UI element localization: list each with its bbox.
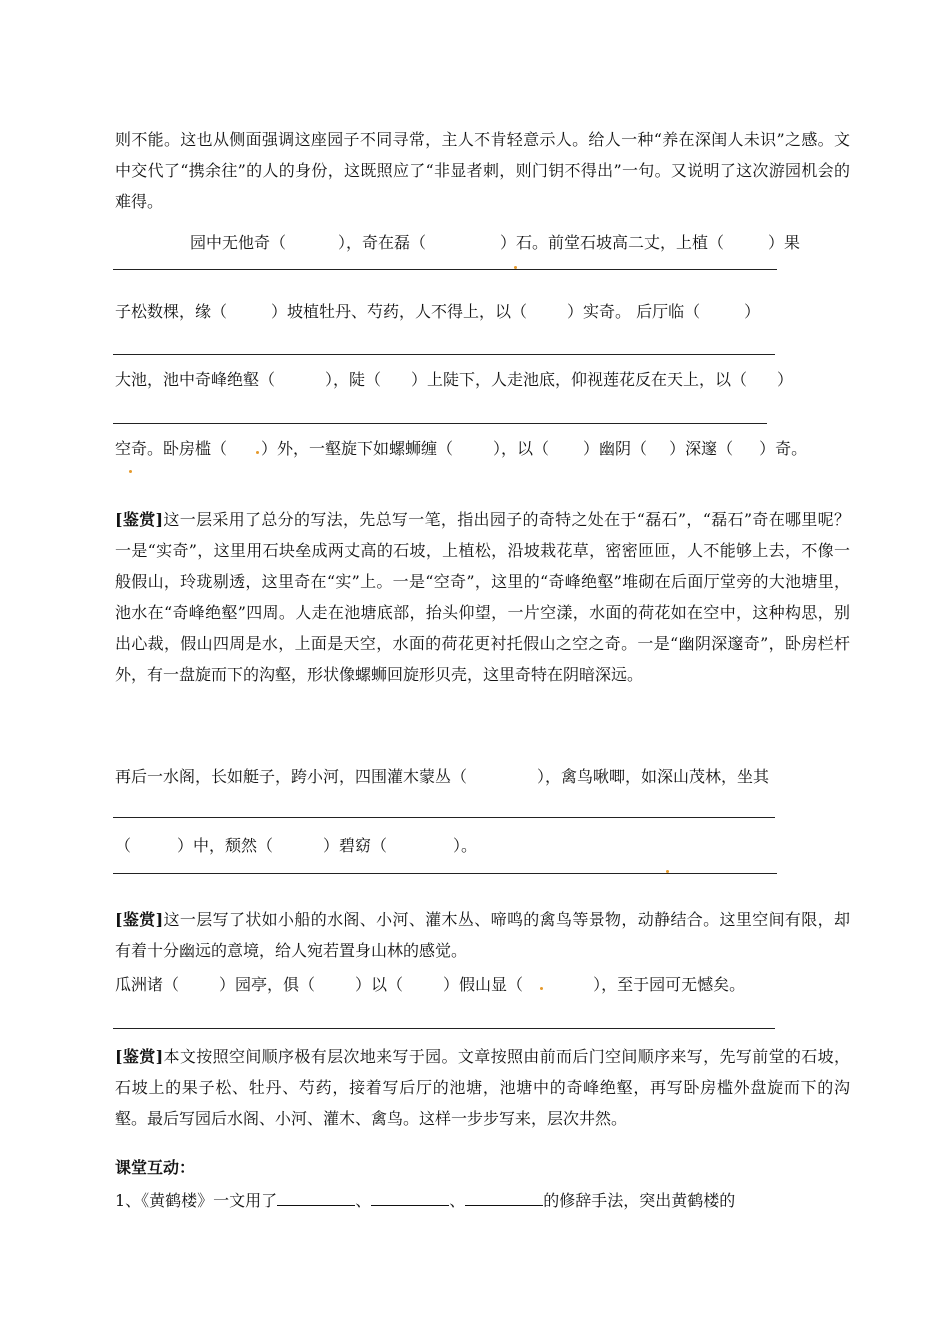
- fill-line-5: 再后一水阁，长如艇子，跨小河，四围灌木蒙丛（ ），禽鸟啾唧，如深山茂林，坐其: [115, 767, 770, 786]
- answer-blank[interactable]: [465, 1205, 543, 1206]
- fill-line-3: 大池，池中奇峰绝壑（ ），陡（ ）上陡下，人走池底，仰视莲花反在天上，以（ ）: [115, 370, 794, 389]
- appreciation-label: [鉴赏]: [115, 510, 164, 529]
- answer-rule: [113, 817, 775, 818]
- section-heading: 课堂互动：: [115, 1158, 196, 1177]
- question-1: 1、《黄鹤楼》一文用了 、 、 的修辞手法，突出黄鹤楼的: [115, 1191, 736, 1210]
- fill-line-2: 子松数棵，缘（ ）坡植牡丹、芍药，人不得上，以（ ）实奇。 后厅临（ ）: [115, 302, 761, 321]
- appreciation-paragraph-3: [鉴赏]本文按照空间顺序极有层次地来写于园。文章按照由前而后门空间顺序来写，先写前堂的石坡，石坡上的果子松、牡丹、芍药，接着写后厅的池塘，池塘中的奇峰绝壑，再写卧房槛外盘旋而下的沟壑。最后写园后水阁、小河、灌木、禽鸟。这样一步步写来，层次井然。: [115, 1047, 850, 1128]
- answer-rule: [113, 423, 767, 424]
- mark-dot: [514, 266, 517, 269]
- answer-rule: [113, 269, 777, 270]
- mark-dot: [129, 470, 132, 473]
- answer-rule: [113, 1028, 775, 1029]
- fill-line-1: 园中无他奇（ ），奇在磊（ ）石。前堂石坡高二丈，上植（ ）果: [190, 233, 801, 252]
- fill-line-7: 瓜洲诸（ ）园亭，俱（ ）以（ ）假山显（ ），至于园可无憾矣。: [115, 975, 746, 994]
- mark-dot: [666, 870, 669, 873]
- answer-rule: [113, 354, 775, 355]
- appreciation-paragraph-1: [鉴赏]这一层采用了总分的写法，先总写一笔，指出园子的奇特之处在于“磊石”，“磊石”奇在哪里呢？一是“实奇”，这里用石块垒成两丈高的石坡，上植松，沿坡栽花草，密密匝匝，人不能够上去，不像一般假山，玲珑剔透，这里奇在“实”上。一是“空奇”，这里的“奇峰绝壑”堆砌在后面厅堂旁的大池塘里，池水在“奇峰绝壑”四周。人走在池塘底部，抬头仰望，一片空漾，水面的荷花如在空中，这种构思，别出心裁，假山四周是水，上面是天空，水面的荷花更衬托假山之空之奇。一是“幽阴深邃奇”，卧房栏杆外，有一盘旋而下的沟壑，形状像螺蛳回旋形贝壳，这里奇特在阴暗深远。: [115, 510, 850, 684]
- answer-blank[interactable]: [371, 1205, 449, 1206]
- fill-line-4: 空奇。卧房槛（ ）外，一壑旋下如螺蛳缠（ ），以（ ）幽阴（ ）深邃（ ）奇。: [115, 439, 808, 458]
- mark-dot: [256, 451, 259, 454]
- appreciation-label: [鉴赏]: [115, 910, 164, 929]
- mark-dot: [540, 987, 543, 990]
- answer-rule: [113, 873, 777, 874]
- appreciation-paragraph-2: [鉴赏]这一层写了状如小船的水阁、小河、灌木丛、啼鸣的禽鸟等景物，动静结合。这里空间有限，却有着十分幽远的意境，给人宛若置身山林的感觉。: [115, 910, 850, 960]
- answer-blank[interactable]: [277, 1205, 355, 1206]
- fill-line-6: （ ）中，颓然（ ）碧窈（ ）。: [115, 836, 478, 855]
- intro-paragraph: 则不能。这也从侧面强调这座园子不同寻常，主人不肯轻意示人。给人一种“养在深闺人未识”之感。文中交代了“携余往”的人的身份，这既照应了“非显者刺，则门钥不得出”一句。又说明了这次游园机会的难得。: [115, 130, 850, 211]
- appreciation-label: [鉴赏]: [115, 1047, 164, 1066]
